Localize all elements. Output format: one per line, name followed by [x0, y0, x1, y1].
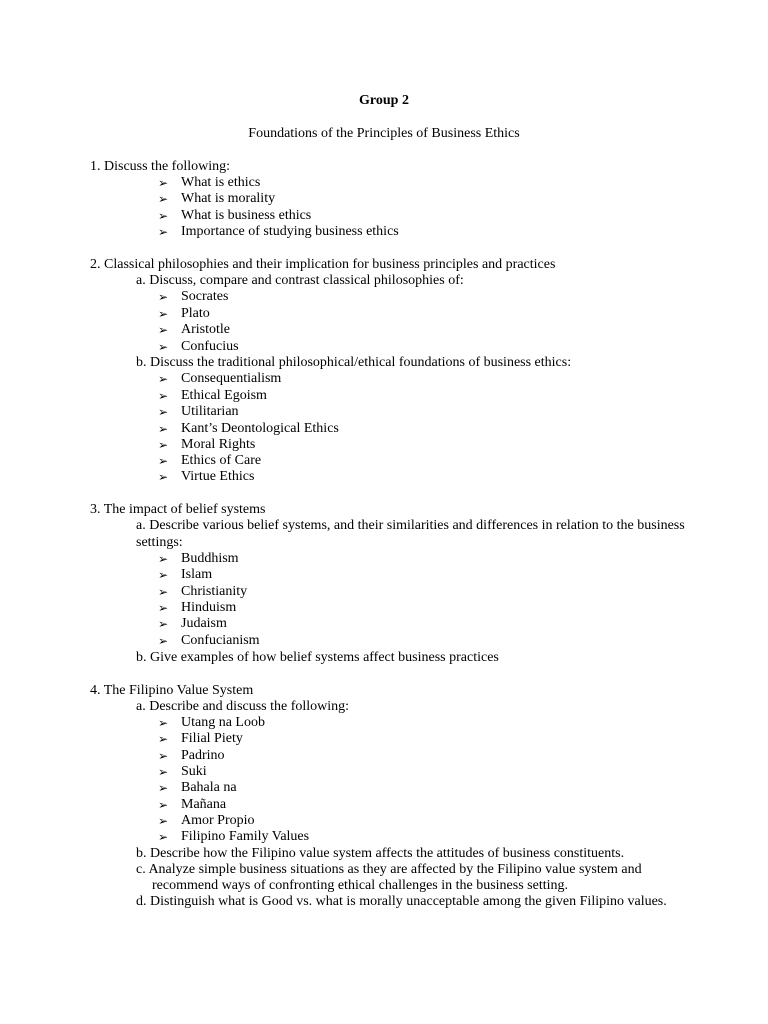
- arrow-bullet-icon: ➢: [158, 307, 169, 321]
- section-4a-text: a. Describe and discuss the following:: [136, 699, 350, 714]
- list-item: Ethical Egoism: [181, 388, 267, 403]
- arrow-bullet-icon: ➢: [158, 470, 169, 484]
- list-item: Kant’s Deontological Ethics: [181, 421, 339, 436]
- arrow-bullet-icon: ➢: [158, 454, 169, 468]
- arrow-bullet-icon: ➢: [158, 585, 169, 599]
- list-item: Utilitarian: [181, 404, 239, 419]
- arrow-bullet-icon: ➢: [158, 765, 169, 779]
- arrow-bullet-icon: ➢: [158, 601, 169, 615]
- section-3a-text: a. Describe various belief systems, and their similarities and differences in relation to the business: [136, 518, 685, 533]
- arrow-bullet-icon: ➢: [158, 290, 169, 304]
- list-item: Socrates: [181, 289, 229, 304]
- list-item: Virtue Ethics: [181, 469, 255, 484]
- list-item: What is business ethics: [181, 208, 312, 223]
- list-item: Moral Rights: [181, 437, 256, 452]
- arrow-bullet-icon: ➢: [158, 798, 169, 812]
- list-item: Suki: [181, 764, 207, 779]
- arrow-bullet-icon: ➢: [158, 225, 169, 239]
- list-item: Confucianism: [181, 633, 260, 648]
- arrow-bullet-icon: ➢: [158, 634, 169, 648]
- list-item: Buddhism: [181, 551, 239, 566]
- list-item: Bahala na: [181, 780, 237, 795]
- document-subtitle: Foundations of the Principles of Business Ethics: [248, 126, 520, 141]
- section-2-heading: 2. Classical philosophies and their implication for business principles and practices: [90, 257, 556, 272]
- arrow-bullet-icon: ➢: [158, 323, 169, 337]
- arrow-bullet-icon: ➢: [158, 749, 169, 763]
- list-item: Christianity: [181, 584, 248, 599]
- list-item: Aristotle: [181, 322, 230, 337]
- list-item: Filipino Family Values: [181, 829, 310, 844]
- section-4d-text: d. Distinguish what is Good vs. what is morally unacceptable among the given Filipino values.: [136, 894, 667, 909]
- arrow-bullet-icon: ➢: [158, 176, 169, 190]
- list-item: Confucius: [181, 339, 239, 354]
- section-3a-text-cont: settings:: [136, 535, 183, 550]
- list-item: Plato: [181, 306, 210, 321]
- arrow-bullet-icon: ➢: [158, 781, 169, 795]
- section-3-heading: 3. The impact of belief systems: [90, 502, 266, 517]
- list-item: Hinduism: [181, 600, 237, 615]
- arrow-bullet-icon: ➢: [158, 372, 169, 386]
- list-item: Utang na Loob: [181, 715, 265, 730]
- section-4b-text: b. Describe how the Filipino value system affects the attitudes of business constituents.: [136, 846, 625, 861]
- arrow-bullet-icon: ➢: [158, 422, 169, 436]
- section-4-heading: 4. The Filipino Value System: [90, 683, 254, 698]
- arrow-bullet-icon: ➢: [158, 732, 169, 746]
- section-2b-text: b. Discuss the traditional philosophical/ethical foundations of business ethics:: [136, 355, 572, 370]
- list-item: Ethics of Care: [181, 453, 262, 468]
- arrow-bullet-icon: ➢: [158, 405, 169, 419]
- arrow-bullet-icon: ➢: [158, 340, 169, 354]
- arrow-bullet-icon: ➢: [158, 568, 169, 582]
- arrow-bullet-icon: ➢: [158, 830, 169, 844]
- list-item: Importance of studying business ethics: [181, 224, 399, 239]
- list-item: Consequentialism: [181, 371, 282, 386]
- arrow-bullet-icon: ➢: [158, 209, 169, 223]
- arrow-bullet-icon: ➢: [158, 814, 169, 828]
- list-item: What is ethics: [181, 175, 261, 190]
- section-2a-text: a. Discuss, compare and contrast classical philosophies of:: [136, 273, 464, 288]
- list-item: Judaism: [181, 616, 227, 631]
- section-4c-text-cont: recommend ways of confronting ethical challenges in the business setting.: [152, 878, 569, 893]
- list-item: Filial Piety: [181, 731, 243, 746]
- arrow-bullet-icon: ➢: [158, 438, 169, 452]
- section-3b-text: b. Give examples of how belief systems affect business practices: [136, 650, 499, 665]
- list-item: Mañana: [181, 797, 227, 812]
- arrow-bullet-icon: ➢: [158, 552, 169, 566]
- arrow-bullet-icon: ➢: [158, 192, 169, 206]
- document-title: Group 2: [359, 93, 409, 108]
- section-4c-text: c. Analyze simple business situations as they are affected by the Filipino value system and: [136, 862, 642, 877]
- list-item: Islam: [181, 567, 213, 582]
- list-item: Padrino: [181, 748, 225, 763]
- list-item: Amor Propio: [181, 813, 255, 828]
- section-1-heading: 1. Discuss the following:: [90, 159, 230, 174]
- list-item: What is morality: [181, 191, 276, 206]
- arrow-bullet-icon: ➢: [158, 389, 169, 403]
- arrow-bullet-icon: ➢: [158, 617, 169, 631]
- arrow-bullet-icon: ➢: [158, 716, 169, 730]
